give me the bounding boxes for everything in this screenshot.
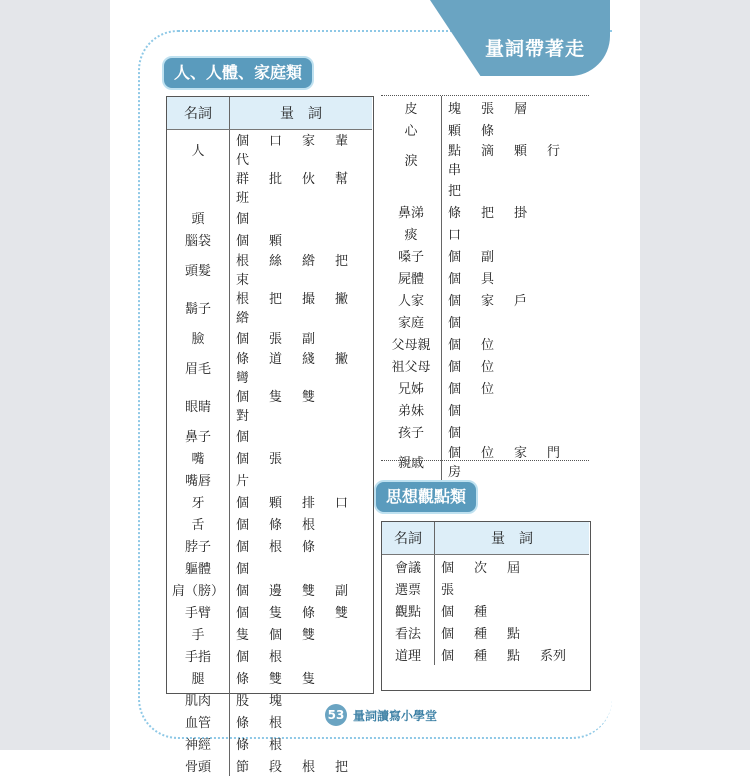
measure-word: 絲 — [269, 250, 302, 269]
measure-word: 種 — [474, 623, 507, 642]
measure-words-cell — [442, 442, 590, 480]
measure-word: 根 — [302, 514, 335, 533]
measure-words-cell — [230, 754, 373, 776]
measure-word: 條 — [236, 668, 269, 687]
measure-words-cell — [230, 386, 373, 424]
measure-words-cell — [230, 534, 373, 556]
table-row — [381, 118, 589, 140]
measure-word: 個 — [448, 400, 481, 419]
table-row — [167, 644, 372, 666]
measure-word: 副 — [302, 328, 335, 347]
table-row — [381, 310, 589, 332]
table-row — [167, 666, 372, 688]
measure-word: 顆 — [269, 230, 302, 249]
measure-word: 個 — [236, 328, 269, 347]
measure-words-cell — [442, 178, 590, 200]
measure-word: 口 — [335, 492, 368, 511]
measure-word: 個 — [448, 312, 481, 331]
measure-word: 顆 — [448, 120, 481, 139]
measure-words-cell — [230, 424, 373, 446]
table-row — [381, 442, 589, 480]
measure-word: 種 — [474, 601, 507, 620]
noun-cell: 皮 — [381, 96, 442, 118]
measure-word: 張 — [269, 328, 302, 347]
measure-words-cell — [442, 310, 590, 332]
noun-cell: 人家 — [381, 288, 442, 310]
measure-word: 顆 — [514, 140, 547, 159]
table-row — [167, 424, 372, 446]
book-page — [110, 0, 640, 750]
measure-word: 伙 — [302, 168, 335, 187]
category-badge-body: 人、人體、家庭類 — [162, 56, 314, 90]
right-margin-band — [640, 0, 750, 750]
measure-word: 位 — [481, 378, 514, 397]
table-row — [167, 534, 372, 556]
measure-word: 節 — [236, 756, 269, 775]
noun-cell: 神經 — [167, 732, 230, 754]
measure-word: 個 — [448, 290, 481, 309]
noun-cell — [381, 178, 442, 200]
noun-cell: 血管 — [167, 710, 230, 732]
measure-words-cell — [230, 468, 373, 490]
measure-words-cell — [442, 376, 590, 398]
measure-word: 口 — [269, 130, 302, 149]
measure-word: 片 — [236, 470, 269, 489]
table-row — [167, 732, 372, 754]
measure-word: 個 — [236, 580, 269, 599]
column-header-noun: 名詞 — [167, 97, 230, 130]
measure-word: 副 — [481, 246, 514, 265]
measure-words-cell — [230, 250, 373, 288]
measure-words-cell — [230, 490, 373, 512]
table-row — [381, 288, 589, 310]
noun-cell: 手指 — [167, 644, 230, 666]
noun-cell: 父母親 — [381, 332, 442, 354]
table-row — [167, 600, 372, 622]
measure-word: 張 — [481, 98, 514, 117]
measure-word: 排 — [302, 492, 335, 511]
measure-words-cell — [230, 228, 373, 250]
measure-words-cell — [230, 130, 373, 169]
measure-word: 根 — [302, 756, 335, 775]
noun-cell: 腿 — [167, 666, 230, 688]
measure-word: 把 — [335, 756, 368, 775]
measure-word: 門 — [547, 442, 580, 461]
table-row — [167, 326, 372, 348]
measure-word: 位 — [481, 334, 514, 353]
measure-words-cell — [442, 222, 590, 244]
table-row — [381, 222, 589, 244]
measure-word: 束 — [236, 269, 269, 288]
measure-words-cell — [230, 578, 373, 600]
measure-word: 條 — [236, 734, 269, 753]
noun-cell: 手臂 — [167, 600, 230, 622]
measure-word: 條 — [302, 536, 335, 555]
noun-cell: 眉毛 — [167, 348, 230, 386]
measure-words-cell — [230, 206, 373, 228]
measure-word: 個 — [448, 334, 481, 353]
measure-words-cell — [230, 666, 373, 688]
measure-word: 個 — [236, 448, 269, 467]
measure-word: 幫 — [335, 168, 368, 187]
measure-word: 行 — [547, 140, 580, 159]
noun-cell: 親戚 — [381, 442, 442, 480]
noun-cell: 手 — [167, 622, 230, 644]
measure-words-cell — [230, 600, 373, 622]
measure-word: 群 — [236, 168, 269, 187]
table-row — [167, 754, 372, 776]
measure-word: 個 — [448, 378, 481, 397]
measure-word: 具 — [481, 268, 514, 287]
ideas-table-rows — [382, 555, 589, 666]
measure-word: 把 — [448, 180, 481, 199]
left-margin-band — [0, 0, 110, 750]
measure-word: 批 — [269, 168, 302, 187]
measure-word: 個 — [448, 442, 481, 461]
measure-word: 根 — [269, 646, 302, 665]
body-continued-table — [381, 96, 589, 480]
measure-word: 把 — [481, 202, 514, 221]
noun-cell: 淚 — [381, 140, 442, 178]
measure-words-cell — [442, 420, 590, 442]
table-row — [382, 599, 589, 621]
measure-word: 根 — [269, 536, 302, 555]
measure-word: 串 — [448, 159, 481, 178]
measure-word: 個 — [441, 601, 474, 620]
measure-word: 雙 — [269, 668, 302, 687]
noun-cell: 頭髮 — [167, 250, 230, 288]
measure-word: 個 — [236, 130, 269, 149]
measure-word: 家 — [481, 290, 514, 309]
table-row — [381, 200, 589, 222]
table-row — [381, 420, 589, 442]
book-title: 量詞讀寫小學堂 — [353, 707, 437, 724]
measure-word: 個 — [236, 536, 269, 555]
measure-word: 個 — [448, 246, 481, 265]
measure-words-cell — [230, 622, 373, 644]
page-number: 53 — [325, 704, 347, 726]
noun-cell: 眼睛 — [167, 386, 230, 424]
noun-cell: 鬍子 — [167, 288, 230, 326]
noun-cell: 家庭 — [381, 310, 442, 332]
table-row — [167, 578, 372, 600]
measure-words-cell — [442, 398, 590, 420]
noun-cell: 肩（膀） — [167, 578, 230, 600]
table-row — [382, 555, 589, 578]
measure-words-cell — [435, 577, 590, 599]
measure-word: 張 — [269, 448, 302, 467]
measure-word: 個 — [236, 602, 269, 621]
measure-word: 點 — [507, 645, 540, 664]
measure-word: 個 — [236, 646, 269, 665]
measure-word: 條 — [302, 602, 335, 621]
measure-word: 副 — [335, 580, 368, 599]
measure-word: 根 — [269, 712, 302, 731]
table-row — [382, 643, 589, 665]
measure-words-cell — [442, 332, 590, 354]
table-row — [167, 446, 372, 468]
measure-word: 輩 — [335, 130, 368, 149]
measure-words-cell — [230, 644, 373, 666]
measure-word: 條 — [448, 202, 481, 221]
noun-cell: 鼻涕 — [381, 200, 442, 222]
noun-cell: 肌肉 — [167, 688, 230, 710]
measure-word: 顆 — [269, 492, 302, 511]
noun-cell: 會議 — [382, 555, 435, 578]
table-row — [167, 556, 372, 578]
measure-word: 條 — [481, 120, 514, 139]
table-row — [382, 621, 589, 643]
table-row — [167, 512, 372, 534]
measure-word: 個 — [441, 557, 474, 576]
measure-word: 戶 — [514, 290, 547, 309]
ideas-measure-table — [382, 522, 589, 665]
column-header-measure: 量 詞 — [230, 97, 373, 130]
measure-words-cell — [442, 288, 590, 310]
body-table-rows — [167, 130, 372, 776]
measure-words-cell — [442, 266, 590, 288]
measure-word: 綫 — [302, 348, 335, 367]
table-row — [381, 398, 589, 420]
measure-word: 個 — [236, 208, 269, 227]
measure-word: 個 — [448, 356, 481, 375]
noun-cell: 痰 — [381, 222, 442, 244]
noun-cell: 舌 — [167, 512, 230, 534]
noun-cell: 祖父母 — [381, 354, 442, 376]
measure-word: 隻 — [269, 602, 302, 621]
table-row — [167, 130, 372, 169]
measure-word: 塊 — [269, 690, 302, 709]
table-row — [167, 490, 372, 512]
measure-word: 撮 — [302, 288, 335, 307]
measure-word: 點 — [448, 140, 481, 159]
measure-word: 條 — [236, 712, 269, 731]
noun-cell: 心 — [381, 118, 442, 140]
table-row — [167, 386, 372, 424]
table-row — [167, 622, 372, 644]
measure-word: 條 — [269, 514, 302, 533]
measure-word: 班 — [236, 187, 269, 206]
noun-cell: 看法 — [382, 621, 435, 643]
measure-words-cell — [230, 446, 373, 468]
measure-word: 撇 — [335, 348, 368, 367]
measure-word: 張 — [441, 579, 474, 598]
measure-words-cell — [230, 326, 373, 348]
measure-word: 對 — [236, 405, 269, 424]
table-row — [381, 332, 589, 354]
measure-words-cell — [435, 555, 590, 578]
measure-word: 綹 — [236, 307, 269, 326]
column-header-noun: 名詞 — [382, 522, 435, 555]
measure-word: 掛 — [514, 202, 547, 221]
measure-word: 條 — [236, 348, 269, 367]
measure-word: 個 — [236, 230, 269, 249]
table-row — [381, 140, 589, 178]
table-row — [381, 244, 589, 266]
column-header-measure: 量 詞 — [435, 522, 590, 555]
measure-word: 段 — [269, 756, 302, 775]
measure-word: 個 — [441, 623, 474, 642]
body-continued-rows — [381, 96, 589, 480]
measure-words-cell — [230, 512, 373, 534]
noun-cell: 嘴 — [167, 446, 230, 468]
noun-cell: 嘴唇 — [167, 468, 230, 490]
measure-word: 把 — [335, 250, 368, 269]
measure-word: 綹 — [302, 250, 335, 269]
table-row — [167, 228, 372, 250]
measure-word: 個 — [441, 645, 474, 664]
measure-words-cell — [230, 288, 373, 326]
noun-cell: 道理 — [382, 643, 435, 665]
measure-word: 根 — [236, 250, 269, 269]
noun-cell: 選票 — [382, 577, 435, 599]
body-measure-table — [167, 97, 372, 776]
measure-words-cell — [230, 732, 373, 754]
measure-words-cell — [230, 348, 373, 386]
table-row — [167, 348, 372, 386]
measure-word: 個 — [448, 422, 481, 441]
table-row — [167, 250, 372, 288]
noun-cell: 牙 — [167, 490, 230, 512]
measure-word: 個 — [448, 268, 481, 287]
noun-cell: 鼻子 — [167, 424, 230, 446]
measure-word: 隻 — [236, 624, 269, 643]
measure-word: 根 — [236, 288, 269, 307]
measure-word: 隻 — [269, 386, 302, 405]
measure-word: 位 — [481, 356, 514, 375]
noun-cell: 臉 — [167, 326, 230, 348]
measure-word: 雙 — [335, 602, 368, 621]
noun-cell — [167, 168, 230, 206]
noun-cell: 觀點 — [382, 599, 435, 621]
measure-words-cell — [442, 354, 590, 376]
noun-cell: 弟妹 — [381, 398, 442, 420]
measure-word: 隻 — [302, 668, 335, 687]
measure-word: 彎 — [236, 367, 269, 386]
measure-word: 代 — [236, 149, 269, 168]
table-row — [381, 96, 589, 118]
measure-word: 邊 — [269, 580, 302, 599]
measure-word: 個 — [236, 386, 269, 405]
measure-word: 個 — [269, 624, 302, 643]
table-row — [382, 577, 589, 599]
measure-word: 房 — [448, 461, 481, 480]
measure-word: 家 — [302, 130, 335, 149]
measure-word: 雙 — [302, 624, 335, 643]
measure-word: 滴 — [481, 140, 514, 159]
noun-cell: 軀體 — [167, 556, 230, 578]
measure-words-cell — [435, 643, 590, 665]
table-row — [381, 354, 589, 376]
measure-word: 位 — [481, 442, 514, 461]
noun-cell: 屍體 — [381, 266, 442, 288]
measure-words-cell — [435, 599, 590, 621]
measure-word: 道 — [269, 348, 302, 367]
measure-words-cell — [435, 621, 590, 643]
measure-words-cell — [442, 200, 590, 222]
measure-word: 屆 — [507, 557, 540, 576]
table-row — [381, 266, 589, 288]
table-row — [381, 376, 589, 398]
measure-word: 個 — [236, 558, 269, 577]
page-footer — [325, 704, 437, 726]
chapter-tab-title: 量詞帶著走 — [465, 34, 605, 61]
noun-cell: 脖子 — [167, 534, 230, 556]
table-row — [381, 178, 589, 200]
table-row — [167, 288, 372, 326]
measure-word: 層 — [514, 98, 547, 117]
noun-cell: 骨頭 — [167, 754, 230, 776]
measure-words-cell — [230, 556, 373, 578]
measure-words-cell — [442, 118, 590, 140]
measure-word: 股 — [236, 690, 269, 709]
noun-cell: 頭 — [167, 206, 230, 228]
measure-word: 種 — [474, 645, 507, 664]
measure-words-cell — [442, 96, 590, 118]
measure-words-cell — [442, 140, 590, 178]
measure-word: 點 — [507, 623, 540, 642]
measure-word: 雙 — [302, 386, 335, 405]
noun-cell: 人 — [167, 130, 230, 169]
measure-word: 個 — [236, 492, 269, 511]
table-row — [167, 168, 372, 206]
measure-words-cell — [230, 168, 373, 206]
measure-words-cell — [442, 244, 590, 266]
measure-word: 家 — [514, 442, 547, 461]
measure-word: 撇 — [335, 288, 368, 307]
measure-word: 把 — [269, 288, 302, 307]
noun-cell: 孩子 — [381, 420, 442, 442]
measure-word: 口 — [448, 224, 481, 243]
noun-cell: 腦袋 — [167, 228, 230, 250]
measure-word: 個 — [236, 514, 269, 533]
measure-word: 個 — [236, 426, 269, 445]
measure-word: 根 — [269, 734, 302, 753]
category-badge-ideas: 思想觀點類 — [374, 480, 478, 514]
table-row — [167, 206, 372, 228]
measure-word: 雙 — [302, 580, 335, 599]
measure-word: 次 — [474, 557, 507, 576]
noun-cell: 嗓子 — [381, 244, 442, 266]
noun-cell: 兄姊 — [381, 376, 442, 398]
measure-word: 系列 — [540, 645, 573, 664]
table-row — [167, 468, 372, 490]
measure-word: 塊 — [448, 98, 481, 117]
